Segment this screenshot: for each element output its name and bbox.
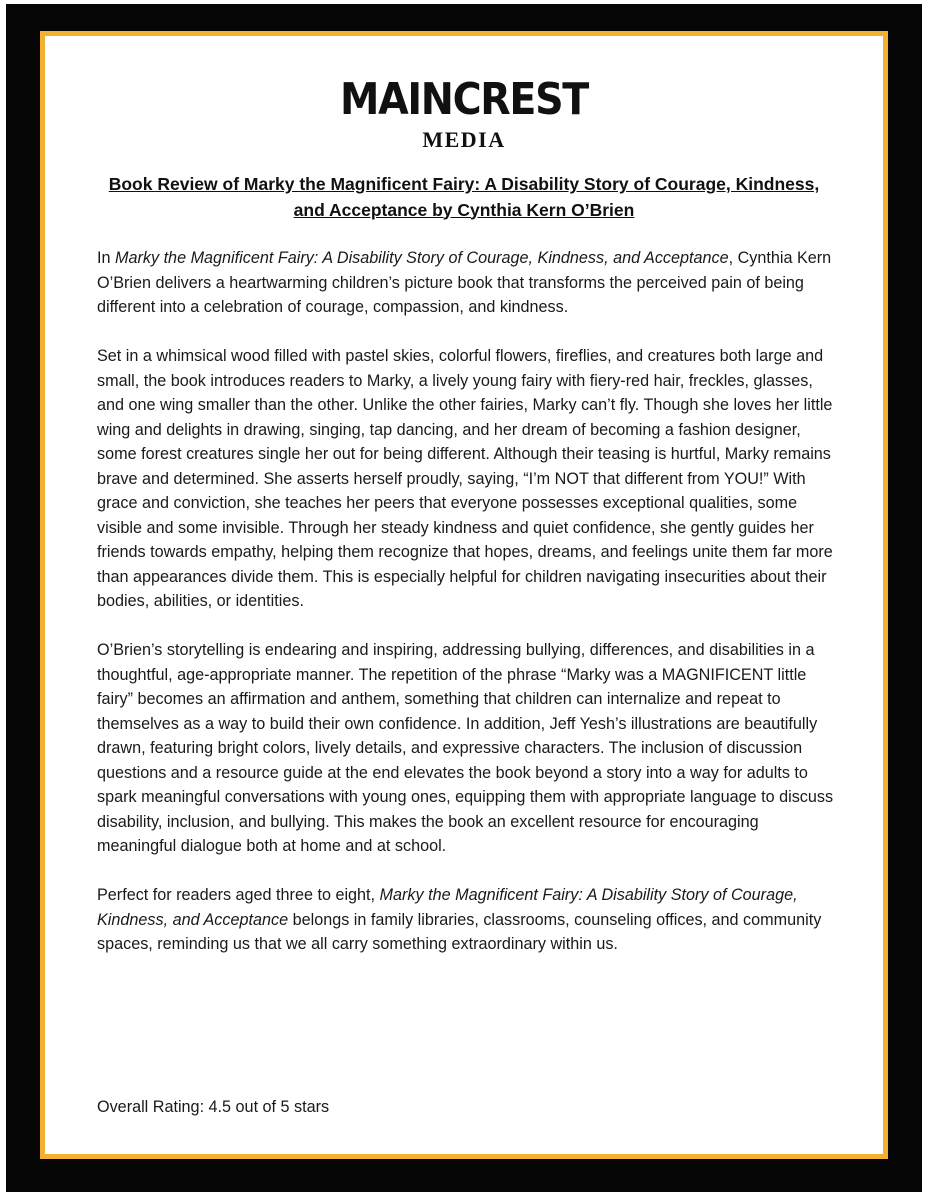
book-title-italic: Marky the Magnificent Fairy: A Disability Story of Courage, Kindness, and Acceptance [97,886,798,929]
overall-rating: Overall Rating: 4.5 out of 5 stars [97,1098,330,1116]
logo-subtitle: MEDIA [422,127,506,152]
conclusion-text: belongs in family libraries, classrooms, counseling offices, and community spaces, reminding us that we all carry something extraordinary within us. [97,910,822,953]
paragraph-conclusion [97,883,839,957]
paragraph-plot: Set in a whimsical wood filled with pastel skies, colorful flowers, fireflies, and creatures both large and small, the book introduces readers to Marky, a lively young fairy with fiery-red hair, freckles, glasses, and one wing smaller than the other. Unlike the other fairies, Marky can’t fly. Though she loves her little wing and delights in drawing, singing, tap dancing, and her dream of becoming a fashion designer, some forest creatures single her out for being different. Although their teasing is hurtful, Marky remains brave and determined. She asserts herself proudly, saying, “I’m NOT that different from YOU!” With grace and conviction, she teaches her peers that everyone possesses exceptional qualities, some visible and some invisible. Through her steady kindness and quiet confidence, she gently guides her friends towards empathy, helping them recognize that hopes, dreams, and feelings unite them far more than appearances divide them. This is especially helpful for children navigating insecurities about their bodies, abilities, or identities. [97,347,833,610]
paragraph-analysis: O’Brien’s storytelling is endearing and inspiring, addressing bullying, differences, and disabilities in a thoughtful, age-appropriate manner. The repetition of the phrase “Marky was a MAGNIFICENT little fairy” becomes an affirmation and anthem, something that children can internalize and repeat to themselves as a way to build their own confidence. In addition, Jeff Yesh’s illustrations are beautifully drawn, featuring bright colors, lively details, and expressive characters. The inclusion of discussion questions and a resource guide at the end elevates the book beyond a story into a way for adults to spark meaningful conversations with young ones, equipping them with appropriate language to discuss disability, inclusion, and bullying. This makes the book an excellent resource for encouraging meaningful dialogue both at home and at school. [97,641,834,855]
document-page [40,31,888,1159]
conclusion-lead-in: Perfect for readers aged three to eight, [97,886,380,904]
logo-wordmark: MAINCREST [340,74,588,125]
paragraph-intro [97,246,839,320]
review-title: Book Review of Marky the Magnificent Fairy: A Disability Story of Courage, Kindness, and Acceptance by Cynthia Kern O’Brien [108,174,820,220]
review-body [97,246,839,981]
intro-summary: , Cynthia Kern O’Brien delivers a heartwarming children’s picture book that transforms the perceived pain of being different into a celebration of courage, compassion, and kindness. [97,249,832,316]
maincrest-media-logo [45,74,883,152]
book-title-italic: Marky the Magnificent Fairy: A Disability Story of Courage, Kindness, and Acceptance [115,249,729,267]
intro-lead-in: In [97,249,115,267]
